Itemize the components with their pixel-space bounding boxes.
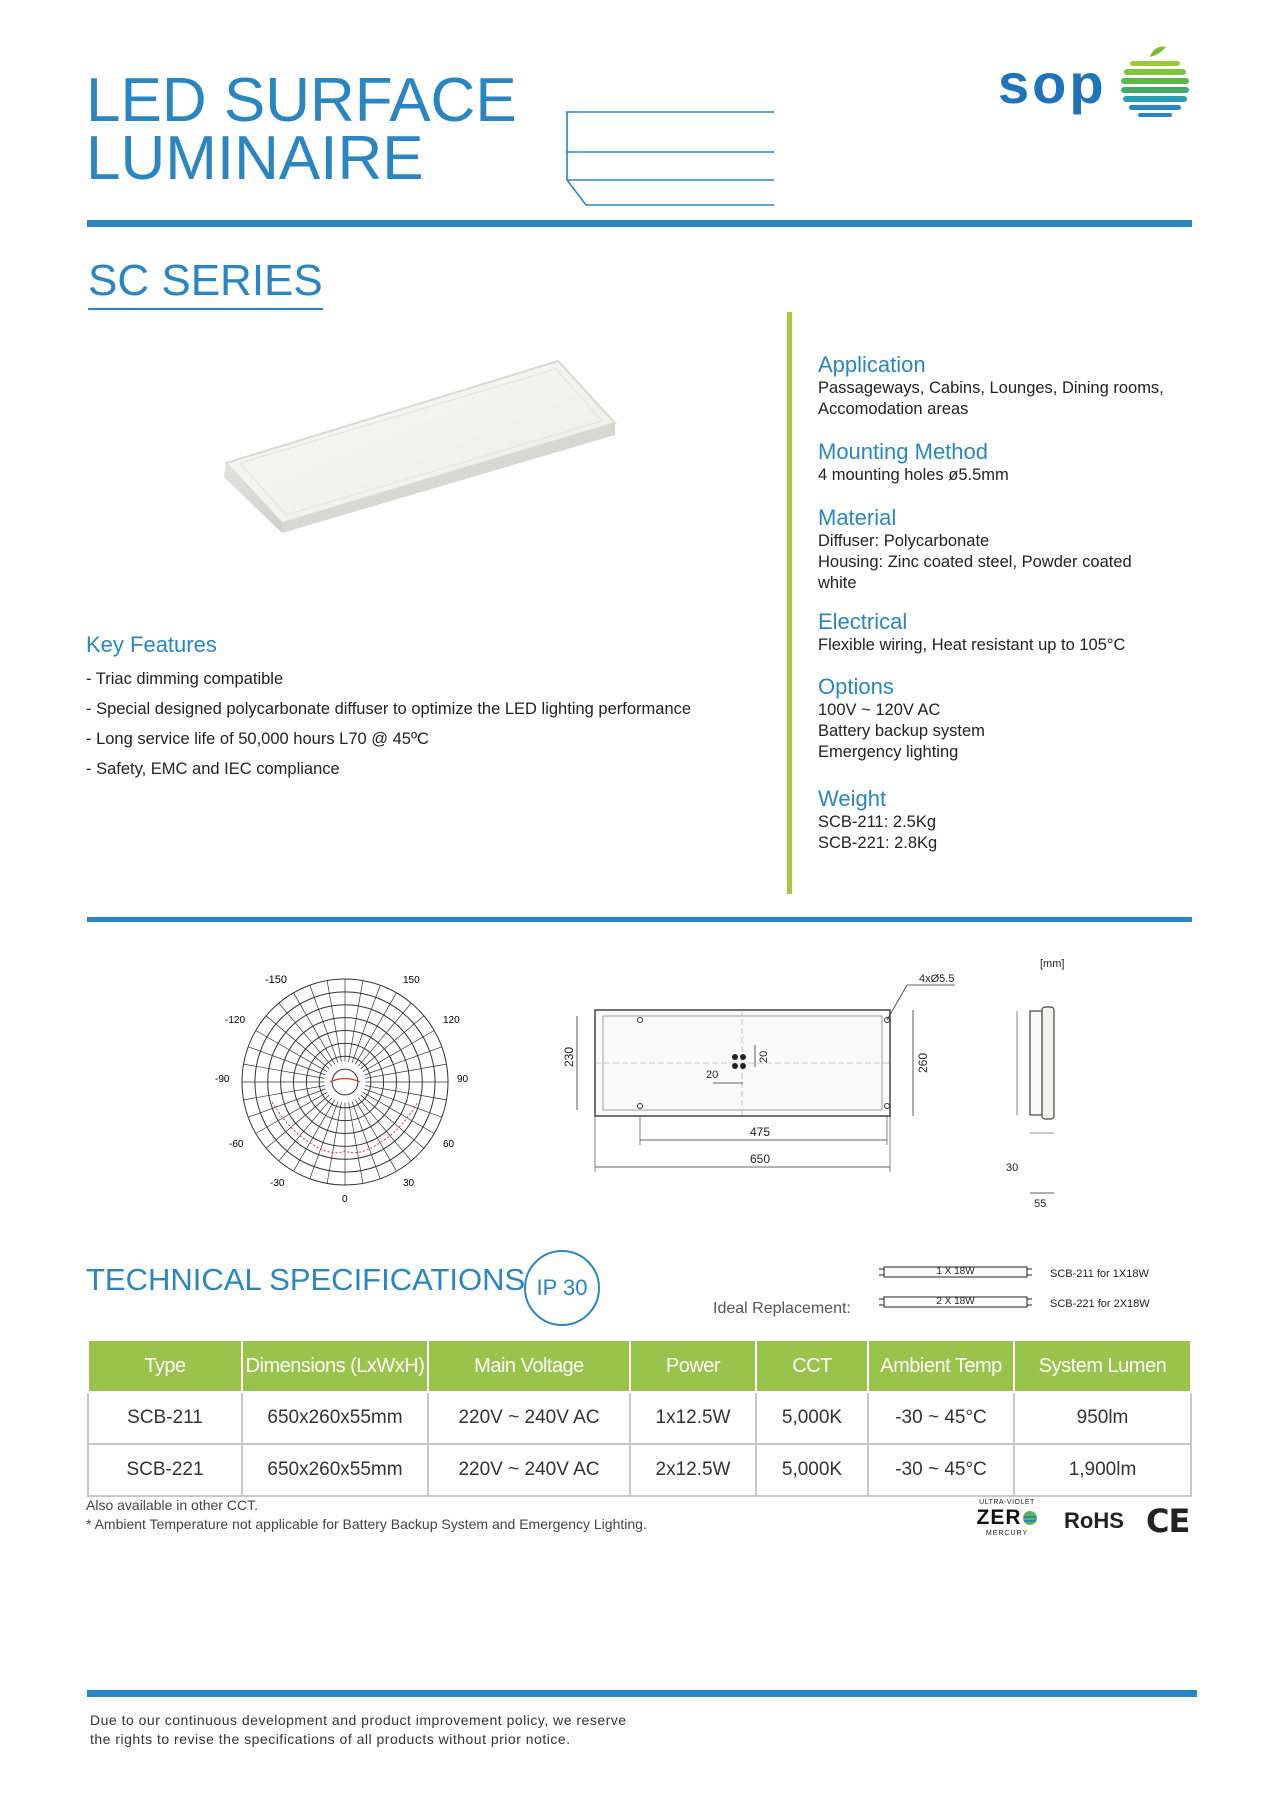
dim-650: 650: [750, 1152, 771, 1166]
polar-ring: [332, 1069, 358, 1095]
polar-label: -150: [265, 974, 288, 986]
tube-note: SCB-221 for 2X18W: [1050, 1298, 1150, 1310]
note-text: Also available in other CCT.: [86, 1497, 258, 1513]
section-rule: [87, 917, 1192, 922]
polar-label: 30: [403, 1178, 415, 1189]
list-item: - Safety, EMC and IEC compliance: [86, 760, 340, 778]
spec-text: Diffuser: Polycarbonate: [818, 532, 990, 550]
table-cell: 220V ~ 240V AC: [428, 1392, 630, 1444]
polar-label: 150: [403, 975, 420, 986]
footer-rule: [87, 1690, 1197, 1697]
series-title: SC SERIES: [88, 256, 323, 310]
spec-divider: [787, 312, 792, 894]
logo-text: sop: [998, 52, 1107, 115]
spec-text: Passageways, Cabins, Lounges, Dining rooms,: [818, 379, 1164, 397]
table-notes: [86, 1496, 647, 1534]
polar-label: -90: [215, 1074, 230, 1085]
zero-wordmark: [968, 1507, 1046, 1529]
tube-label: 2 X 18W: [936, 1296, 975, 1307]
column-header: Main Voltage: [428, 1340, 630, 1392]
spec-weight: [818, 786, 937, 854]
table-cell: 650x260x55mm: [242, 1392, 428, 1444]
dim-20-horizontal: 20: [706, 1069, 719, 1081]
table-cell: 2x12.5W: [630, 1444, 756, 1496]
column-header: Dimensions (LxWxH): [242, 1340, 428, 1392]
column-header: CCT: [756, 1340, 868, 1392]
dim-20-vertical: 20: [758, 1050, 770, 1063]
polar-spoke: [310, 985, 338, 1062]
zero-text: ZER: [976, 1506, 1022, 1529]
polar-label: 60: [443, 1139, 455, 1150]
polar-ring: [319, 1056, 371, 1108]
table-cell: 220V ~ 240V AC: [428, 1444, 630, 1496]
table-row: [88, 1444, 1191, 1496]
tech-spec-heading: TECHNICAL SPECIFICATIONS: [86, 1262, 526, 1297]
dimension-drawing: [545, 945, 1075, 1220]
globe-icon: [1120, 45, 1190, 123]
table-cell: 950lm: [1014, 1392, 1191, 1444]
spec-text: Flexible wiring, Heat resistant up to 105°C: [818, 636, 1126, 654]
spec-mounting: [818, 439, 1009, 486]
spec-text: Accomodation areas: [818, 400, 969, 418]
table-cell: SCB-211: [88, 1392, 242, 1444]
spec-text: Emergency lighting: [818, 743, 959, 761]
spec-text: 100V ~ 120V AC: [818, 701, 941, 719]
badge-top-text: ULTRA-VIOLET: [979, 1499, 1035, 1506]
tube-note: SCB-211 for 1X18W: [1050, 1268, 1149, 1280]
key-features-heading: Key Features: [86, 632, 217, 657]
spec-text: Housing: Zinc coated steel, Powder coated: [818, 553, 1132, 571]
spec-text: SCB-211: 2.5Kg: [818, 813, 937, 831]
title-decoration: [560, 105, 780, 215]
dim-475: 475: [750, 1125, 771, 1139]
table-cell: 1x12.5W: [630, 1392, 756, 1444]
spec-table: [87, 1339, 1192, 1497]
table-cell: 1,900lm: [1014, 1444, 1191, 1496]
key-features-list: [86, 664, 691, 784]
polar-spoke: [364, 1047, 441, 1075]
table-cell: -30 ~ 45°C: [868, 1444, 1014, 1496]
spec-electrical: [818, 609, 1125, 656]
polar-spoke: [248, 1047, 325, 1075]
table-row: [88, 1392, 1191, 1444]
spec-heading: Application: [818, 352, 926, 377]
rohs-logo: RoHS: [1064, 1508, 1124, 1533]
spec-text: white: [818, 574, 857, 592]
polar-spoke: [352, 1101, 380, 1178]
holes-label: 4xØ5.5: [919, 973, 955, 985]
spec-text: 4 mounting holes ø5.5mm: [818, 466, 1009, 484]
ip-rating-badge: IP 30: [524, 1250, 600, 1326]
column-header: Power: [630, 1340, 756, 1392]
tube-1x18w: [878, 1265, 1033, 1277]
polar-label: 120: [443, 1015, 460, 1026]
product-image: [220, 355, 640, 535]
footer-line: the rights to revise the specifications of all products without prior notice.: [90, 1731, 571, 1747]
dim-55: 55: [1034, 1198, 1047, 1210]
spec-heading: Material: [818, 505, 897, 530]
dim-30: 30: [1006, 1162, 1019, 1174]
table-cell: 650x260x55mm: [242, 1444, 428, 1496]
title-line-2: LUMINAIRE: [86, 124, 424, 193]
polar-label: -60: [229, 1139, 244, 1150]
spec-heading: Electrical: [818, 609, 908, 634]
spec-heading: Mounting Method: [818, 439, 988, 464]
polar-diagram: [210, 965, 490, 1215]
spec-application: [818, 352, 1164, 420]
tube-label: 1 X 18W: [936, 1266, 975, 1277]
polar-label: -120: [225, 1015, 246, 1026]
spec-heading: Options: [818, 674, 894, 699]
polar-spoke: [248, 1089, 325, 1117]
title-line-1: LED SURFACE: [86, 66, 517, 135]
table-cell: SCB-221: [88, 1444, 242, 1496]
spec-material: [818, 505, 1132, 594]
footer-disclaimer: [90, 1711, 627, 1749]
sop-logo: [998, 45, 1193, 123]
list-item: - Special designed polycarbonate diffuser to optimize the LED lighting performance: [86, 700, 692, 718]
polar-label: 0: [342, 1194, 348, 1205]
table-cell: -30 ~ 45°C: [868, 1392, 1014, 1444]
page-title: [86, 66, 517, 193]
table-cell: 5,000K: [756, 1392, 868, 1444]
polar-spoke: [352, 985, 380, 1062]
list-item: - Triac dimming compatible: [86, 670, 284, 688]
column-header: Ambient Temp: [868, 1340, 1014, 1392]
note-text: * Ambient Temperature not applicable for Battery Backup System and Emergency Lighting.: [86, 1516, 647, 1532]
column-header: Type: [88, 1340, 242, 1392]
badge-bottom-text: MERCURY: [985, 1530, 1029, 1537]
spec-text: SCB-221: 2.8Kg: [818, 834, 938, 852]
footer-line: Due to our continuous development and product improvement policy, we reserve: [90, 1712, 627, 1728]
dim-260: 260: [916, 1052, 930, 1073]
ce-mark: CE: [1146, 1502, 1190, 1540]
unit-label: [mm]: [1040, 958, 1065, 970]
tube-2x18w: [878, 1295, 1033, 1307]
polar-label: -30: [270, 1178, 285, 1189]
ideal-replacement-label: Ideal Replacement:: [713, 1300, 851, 1317]
list-item: - Long service life of 50,000 hours L70 @ 45ºC: [86, 730, 429, 748]
polar-spoke: [364, 1089, 441, 1117]
zero-mercury-badge: [968, 1498, 1046, 1542]
polar-grid: [242, 979, 448, 1185]
zero-globe-icon: [1022, 1510, 1038, 1526]
header-rule: [87, 220, 1192, 227]
spec-text: Battery backup system: [818, 722, 985, 740]
light-curve-top: [330, 1079, 360, 1083]
spec-heading: Weight: [818, 786, 887, 811]
table-cell: 5,000K: [756, 1444, 868, 1496]
dim-230: 230: [562, 1046, 576, 1067]
table-header-row: [88, 1340, 1191, 1392]
spec-options: [818, 674, 985, 763]
polar-label: 90: [457, 1074, 469, 1085]
column-header: System Lumen: [1014, 1340, 1191, 1392]
polar-spoke: [310, 1101, 338, 1178]
